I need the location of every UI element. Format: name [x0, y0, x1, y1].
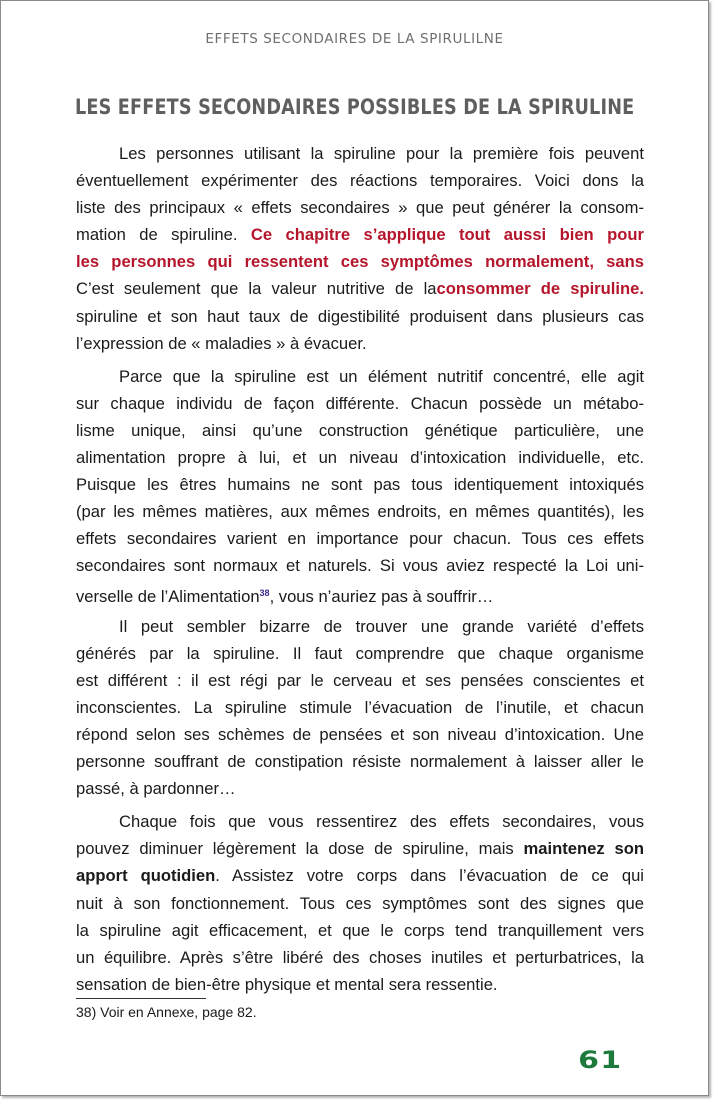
text-run: l’expression de « maladies » à évacuer.	[76, 333, 367, 353]
text-run: secondaires sont normaux et naturels. Si vous aviez respecté la Loi uni-	[76, 556, 644, 576]
text-run: , vous n’auriez pas à souffrir…	[269, 586, 494, 606]
text-run: pouvez diminuer légèrement la dose de spiruline, mais	[76, 839, 524, 859]
text-run: sur chaque individu de façon différente. Chacun possède un métabo-	[76, 393, 644, 413]
text-run: personne souffrant de constipation résiste normalement à laisser aller le	[76, 752, 644, 772]
text-run: Chaque fois que vous ressentirez des effets secondaires, vous	[119, 812, 644, 832]
footnote-reference: 38	[259, 587, 270, 598]
text-line	[76, 667, 644, 694]
page-number: 61	[577, 1046, 622, 1074]
text-run: C’est seulement que la valeur nutritive de la	[76, 279, 437, 299]
text-line	[76, 390, 644, 417]
footnote: 38) Voir en Annexe, page 82.	[76, 1004, 257, 1020]
text-line	[76, 640, 644, 667]
text-line	[76, 221, 644, 248]
text-run: un équilibre. Après s’être libéré des choses inutiles et perturbatrices, la	[76, 947, 644, 967]
text-run: passé, à pardonner…	[76, 779, 236, 799]
text-line	[76, 525, 644, 552]
highlighted-text: consommer de spiruline.	[436, 279, 644, 299]
text-line	[76, 862, 644, 889]
text-line	[76, 248, 644, 275]
text-line	[76, 444, 644, 471]
text-line	[76, 417, 644, 444]
text-line	[76, 498, 644, 525]
text-run: effets secondaires varient en importance pour chacun. Tous ces effets	[76, 529, 644, 549]
highlighted-text: les personnes qui ressentent ces symptômes normalement, sans	[76, 252, 644, 272]
text-run: Parce que la spiruline est un élément nutritif concentré, elle agit	[119, 366, 644, 386]
body-text	[76, 140, 644, 998]
text-line	[76, 694, 644, 721]
bold-text: apport quotidien	[76, 866, 216, 886]
text-run: répond selon ses schèmes de pensées et son niveau d’intoxication. Une	[76, 724, 644, 744]
text-line	[76, 471, 644, 498]
text-line	[76, 167, 644, 194]
text-line	[76, 580, 644, 607]
text-line	[76, 363, 644, 390]
text-run: mation de spiruline.	[76, 225, 251, 245]
text-line	[76, 775, 644, 802]
text-line	[76, 890, 644, 917]
text-run: alimentation propre à lui, et un niveau d’intoxication individuelle, etc.	[76, 448, 644, 468]
text-run: Il peut sembler bizarre de trouver une grande variété d’effets	[119, 616, 644, 636]
text-run: lisme unique, ainsi qu’une construction génétique particulière, une	[76, 420, 644, 440]
text-line	[76, 721, 644, 748]
text-line	[76, 748, 644, 775]
text-run: éventuellement expérimenter des réactions temporaires. Voici dons la	[76, 171, 644, 191]
text-run: verselle de l’Alimentation	[76, 586, 260, 606]
text-run: la spiruline agit efficacement, et que le corps tend tranquillement vers	[76, 920, 644, 940]
text-line	[76, 552, 644, 579]
text-run: est différent : il est régi par le cerveau et ses pensées conscientes et	[76, 670, 644, 690]
text-line	[76, 613, 644, 640]
text-run: (par les mêmes matières, aux mêmes endroits, en mêmes quantités), les	[76, 502, 644, 522]
text-run: . Assistez votre corps dans l’évacuation de ce qui	[215, 866, 644, 886]
text-line	[76, 194, 644, 221]
text-run: sensation de bien-être physique et mental sera ressentie.	[76, 974, 498, 994]
running-head: EFFETS SECONDAIRES DE LA SPIRULILNE	[205, 31, 504, 47]
text-run: spiruline et son haut taux de digestibilité produisent dans plusieurs cas	[76, 306, 644, 326]
footnote-divider	[76, 998, 206, 999]
text-run: Puisque les êtres humains ne sont pas tous identiquement intoxiqués	[76, 475, 644, 495]
text-line	[76, 140, 644, 167]
text-run: Les personnes utilisant la spiruline pour la première fois peuvent	[119, 144, 644, 163]
text-run: inconscientes. La spiruline stimule l’évacuation de l’inutile, et chacun	[76, 697, 644, 717]
bold-text: maintenez son	[523, 839, 644, 859]
text-line	[76, 303, 644, 330]
text-run: générés par la spiruline. Il faut comprendre que chaque organisme	[76, 643, 644, 663]
text-run: liste des principaux « effets secondaires » que peut générer la consom-	[76, 198, 644, 218]
text-line	[76, 917, 644, 944]
text-line	[76, 944, 644, 971]
chapter-title: LES EFFETS SECONDAIRES POSSIBLES DE LA SPIRULINE	[75, 95, 635, 119]
text-line	[76, 275, 644, 302]
text-line	[76, 808, 644, 835]
text-line	[76, 330, 644, 357]
highlighted-text: Ce chapitre s’applique tout aussi bien pour	[250, 225, 644, 245]
text-run: nuit à son fonctionnement. Tous ces symptômes sont des signes que	[76, 893, 644, 913]
text-line	[76, 971, 644, 998]
text-line	[76, 835, 644, 862]
